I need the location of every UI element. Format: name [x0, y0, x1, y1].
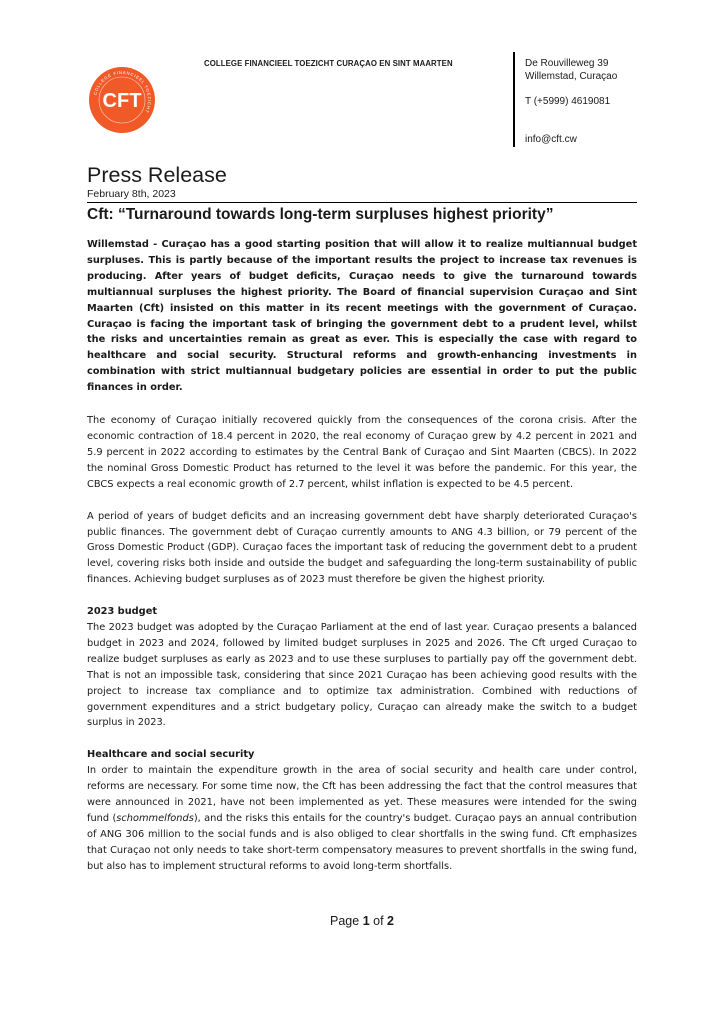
cft-logo — [88, 66, 156, 134]
address-line-2: Willemstad, Curaçao — [525, 71, 618, 82]
paragraph-public-finances: A period of years of budget deficits and an increasing government debt have sharply deteriorated Curaçao's public finances. The government debt of Curaçao currently amounts to ANG 4.3 billion, or 79 percent of the Gross Domestic Product (GDP). Curaçao faces the important task of reducing the government debt to a prudent level, covering risks both inside and outside the budget and safeguarding the long-term sustainability of public finances. Achieving budget surpluses as of 2023 must therefore be given the highest priority. — [87, 510, 637, 586]
paragraph-economy: The economy of Curaçao initially recovered quickly from the consequences of the corona crisis. After the economic contraction of 18.4 percent in 2020, the real economy of Curaçao grew by 4.2 percent in 2021 and 5.9 percent in 2022 according to estimates by the Central Bank of Curaçao and Sint Maarten (CBCS). In 2022 the nominal Gross Domestic Product has returned to the level it was before the pandemic. For this year, the CBCS expects a real economic growth of 2.7 percent, whilst inflation is expected to be 4.5 percent. — [87, 415, 637, 490]
title-rule — [87, 202, 637, 203]
paragraph-healthcare: In order to maintain the expenditure growth in the area of social security and health care under control, reforms are necessary. For some time now, the Cft has been addressing the fact that the control measures that were announced in 2021, have not been implemented as yet. These measures were intended for the swing fund (schommelfonds), and the risks this entails for the country's budget. Curaçao pays an annual contribution of ANG 306 million to the social funds and is also obliged to clear shortfalls in the swing fund. Cft emphasizes that Curaçao not only needs to take short-term compensatory measures to prevent shortfalls in the swing fund, but also has to implement structural reforms to avoid long-term shortfalls. — [87, 765, 637, 872]
logo-text: CFT — [102, 90, 142, 112]
body-content — [87, 237, 637, 875]
header-divider — [513, 52, 515, 147]
paragraph-budget: The 2023 budget was adopted by the Curaçao Parliament at the end of last year. Curaçao presents a balanced budget in 2023 and 2024, followed by limited budget surpluses in 2025 and 2026. The Cft urged Curaçao to realize budget surpluses as early as 2023 and to use these surpluses to partially pay off the government debt. That is not an impossible task, considering that since 2021 Curaçao has been achieving good results with the project to increase tax compliance and to optimize tax administration. Combined with reductions of government expenditures and a strict budgetary policy, Curaçao can already make the switch to a budget surplus in 2023. — [87, 622, 637, 729]
contact-block — [525, 57, 617, 146]
press-release-title: Cft: “Turnaround towards long-term surpluses highest priority” — [87, 206, 554, 223]
page-number: Page 1 of 2 — [330, 914, 394, 928]
logo-ring-text: COLLEGE FINANCIEEL TOEZICHT — [92, 69, 153, 115]
section-heading-budget: 2023 budget — [87, 606, 158, 618]
organization-name: COLLEGE FINANCIEEL TOEZICHT CURAÇAO EN SINT MAARTEN — [204, 59, 453, 68]
section-heading-healthcare: Healthcare and social security — [87, 749, 255, 761]
document-type: Press Release — [87, 163, 227, 187]
lead-paragraph: Willemstad - Curaçao has a good starting position that will allow it to realize multiannual budget surpluses. This is partly because of the important results the project to increase tax revenues is producing. After years of budget deficits, Curaçao needs to give the turnaround towards multiannual surpluses the highest priority. The Board of financial supervision Curaçao and Sint Maarten (Cft) insisted on this matter in its recent meetings with the government of Curaçao. Curaçao is facing the important task of bringing the government debt to a prudent level, whilst the risks and uncertainties remain as great as ever. This is especially the case with regard to healthcare and social security. Structural reforms and growth-enhancing investments in combination with strict multiannual budgetary policies are essential in order to put the public finances in order. — [87, 239, 637, 394]
phone-number: T (+5999) 4619081 — [525, 96, 611, 107]
email-address: info@cft.cw — [525, 134, 577, 145]
address-line-1: De Rouvilleweg 39 — [525, 58, 609, 69]
release-date: February 8th, 2023 — [87, 188, 176, 200]
term-schommelfonds: schommelfonds — [116, 813, 194, 824]
